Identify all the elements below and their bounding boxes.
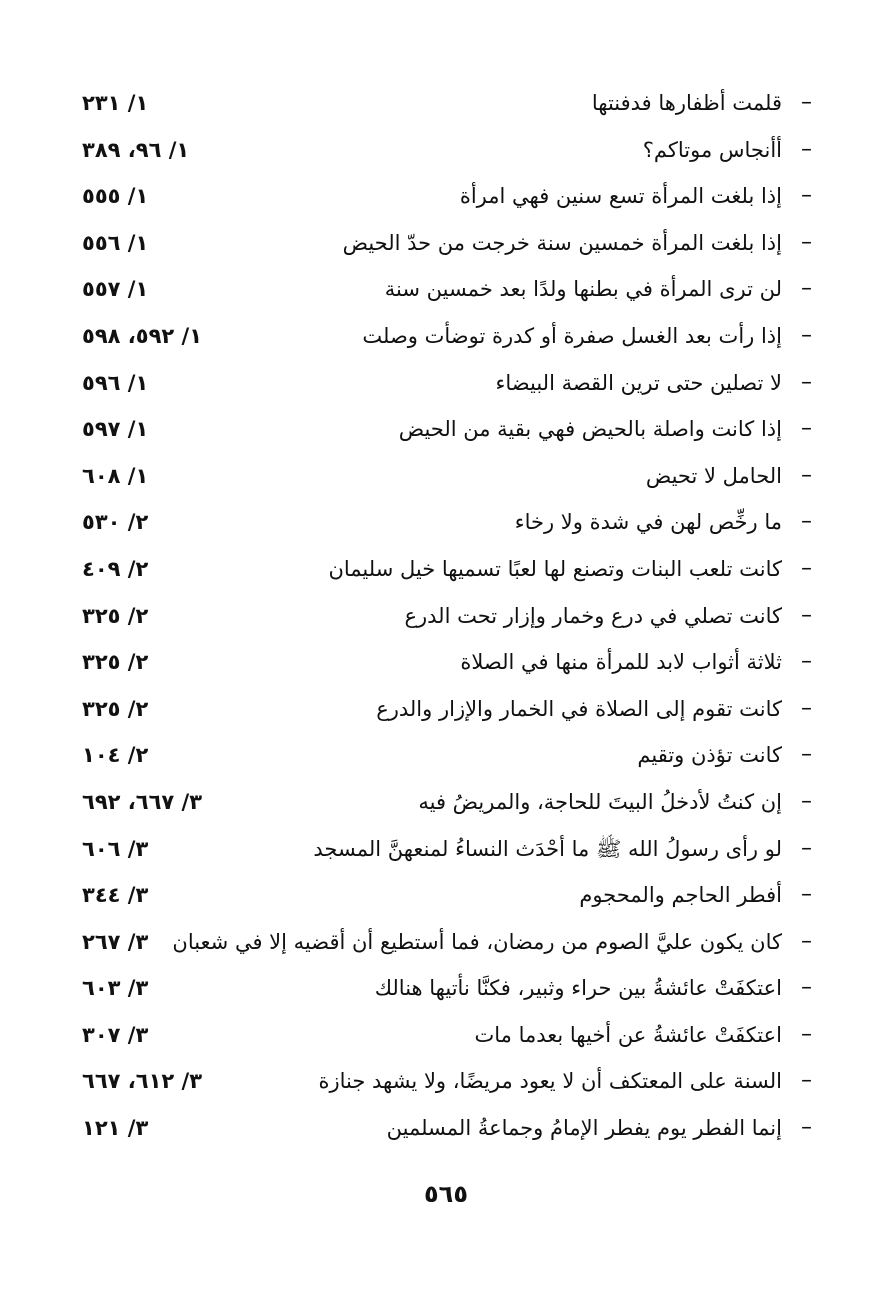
- entry-reference: ٢/ ٥٣٠: [82, 510, 149, 535]
- entry-reference: ٣/ ٦٦٧، ٦٩٢: [82, 789, 203, 814]
- index-entry: [82, 593, 812, 640]
- index-entry: [82, 453, 812, 500]
- entry-dash: –: [801, 136, 812, 162]
- index-entry: [82, 220, 812, 267]
- entry-text: ما رخِّص لهن في شدة ولا رخاء: [514, 510, 782, 535]
- entry-reference: ٢/ ٣٢٥: [82, 650, 149, 675]
- entry-reference: ٣/ ٢٦٧: [82, 929, 149, 954]
- entry-reference: ١/ ٩٦، ٣٨٩: [82, 137, 190, 162]
- entry-dash: –: [801, 835, 812, 861]
- entry-text: السنة على المعتكف أن لا يعود مريضًا، ولا يشهد جنازة: [318, 1069, 782, 1094]
- entry-dash: –: [801, 695, 812, 721]
- entry-reference: ١/ ٥٥٦: [82, 230, 149, 255]
- entry-reference: ٣/ ٦٠٣: [82, 976, 149, 1001]
- entry-reference: ٣/ ٦٠٦: [82, 836, 149, 861]
- entry-reference: ٣/ ٣٤٤: [82, 883, 149, 908]
- entry-text: اعتكفَتْ عائشةُ بين حراء وثبير، فكنَّا نأتيها هنالك: [374, 976, 782, 1001]
- entry-text: الحامل لا تحيض: [645, 463, 782, 488]
- index-entry: [82, 360, 812, 407]
- entry-dash: –: [801, 882, 812, 908]
- index-entry: [82, 826, 812, 873]
- index-entry: [82, 732, 812, 779]
- entry-dash: –: [801, 928, 812, 954]
- index-entry: [82, 173, 812, 220]
- entry-text: كانت تصلي في درع وخمار وإزار تحت الدرع: [404, 603, 782, 628]
- entry-reference: ٢/ ١٠٤: [82, 743, 149, 768]
- entry-dash: –: [801, 229, 812, 255]
- entry-dash: –: [801, 555, 812, 581]
- entry-reference: ٢/ ٣٢٥: [82, 696, 149, 721]
- index-entry: [82, 1058, 812, 1105]
- index-entry: [82, 919, 812, 966]
- entry-text: كانت تلعب البنات وتصنع لها لعبًا تسميها خيل سليمان: [328, 556, 782, 581]
- index-entry: [82, 406, 812, 453]
- index-entry: [82, 266, 812, 313]
- index-entry: [82, 639, 812, 686]
- index-entry: [82, 313, 812, 360]
- entry-text: إذا بلغت المرأة خمسين سنة خرجت من حدّ الحيض: [342, 230, 782, 255]
- entry-dash: –: [801, 649, 812, 675]
- entry-reference: ١/ ٥٩٢، ٥٩٨: [82, 323, 203, 348]
- index-entry: [82, 872, 812, 919]
- entry-text: إنما الفطر يوم يفطر الإمامُ وجماعةُ المسلمين: [386, 1116, 782, 1141]
- entry-reference: ١/ ٥٩٦: [82, 370, 149, 395]
- entry-dash: –: [801, 1068, 812, 1094]
- entry-dash: –: [801, 322, 812, 348]
- entry-reference: ٣/ ٦١٢، ٦٦٧: [82, 1069, 203, 1094]
- entry-text: إذا كانت واصلة بالحيض فهي بقية من الحيض: [398, 417, 782, 442]
- entry-text: إن كنتُ لأدخلُ البيتَ للحاجة، والمريضُ فيه: [418, 789, 782, 814]
- entry-dash: –: [801, 416, 812, 442]
- index-entry: [82, 686, 812, 733]
- index-entry: [82, 1105, 812, 1152]
- entry-dash: –: [801, 276, 812, 302]
- entry-reference: ٣/ ٣٠٧: [82, 1022, 149, 1047]
- entry-text: ثلاثة أثواب لابد للمرأة منها في الصلاة: [460, 650, 782, 675]
- entry-text: كانت تؤذن وتقيم: [637, 743, 782, 768]
- entry-text: كانت تقوم إلى الصلاة في الخمار والإزار والدرع: [376, 696, 782, 721]
- entry-text: أفطر الحاجم والمحجوم: [579, 883, 782, 908]
- hadith-index-list: [82, 80, 812, 1152]
- entry-reference: ١/ ٦٠٨: [82, 463, 149, 488]
- index-entry: [82, 779, 812, 826]
- entry-text: إذا رأت بعد الغسل صفرة أو كدرة توضأت وصلت: [362, 323, 782, 348]
- entry-dash: –: [801, 509, 812, 535]
- page-number: ٥٦٥: [424, 1180, 468, 1208]
- entry-reference: ٢/ ٤٠٩: [82, 556, 149, 581]
- entry-dash: –: [801, 462, 812, 488]
- entry-dash: –: [801, 602, 812, 628]
- entry-dash: –: [801, 742, 812, 768]
- entry-text: كان يكون عليَّ الصوم من رمضان، فما أستطيع أن أقضيه إلا في شعبان: [172, 929, 782, 954]
- entry-dash: –: [801, 183, 812, 209]
- entry-text: إذا بلغت المرأة تسع سنين فهي امرأة: [459, 184, 782, 209]
- entry-reference: ١/ ٥٥٥: [82, 184, 149, 209]
- entry-dash: –: [801, 1021, 812, 1047]
- entry-text: لا تصلين حتى ترين القصة البيضاء: [495, 370, 782, 395]
- index-entry: [82, 127, 812, 174]
- entry-text: لن ترى المرأة في بطنها ولدًا بعد خمسين سنة: [384, 277, 782, 302]
- entry-text: لو رأى رسولُ الله ﷺ ما أحْدَث النساءُ لمنعهنَّ المسجد: [313, 836, 782, 861]
- entry-dash: –: [801, 1115, 812, 1141]
- index-entry: [82, 965, 812, 1012]
- entry-reference: ٢/ ٣٢٥: [82, 603, 149, 628]
- index-entry: [82, 546, 812, 593]
- index-entry: [82, 80, 812, 127]
- entry-reference: ١/ ٥٥٧: [82, 277, 149, 302]
- entry-dash: –: [801, 90, 812, 115]
- entry-text: اعتكفَتْ عائشةُ عن أخيها بعدما مات: [474, 1022, 782, 1047]
- entry-dash: –: [801, 975, 812, 1001]
- entry-reference: ١/ ٥٩٧: [82, 417, 149, 442]
- entry-dash: –: [801, 788, 812, 814]
- entry-reference: ٣/ ١٢١: [82, 1116, 149, 1141]
- index-entry: [82, 499, 812, 546]
- entry-reference: ١/ ٢٣١: [82, 91, 149, 115]
- entry-dash: –: [801, 369, 812, 395]
- entry-text: أأنجاس موتاكم؟: [642, 137, 782, 162]
- entry-text: قلمت أظفارها فدفنتها: [591, 91, 782, 115]
- index-entry: [82, 1012, 812, 1059]
